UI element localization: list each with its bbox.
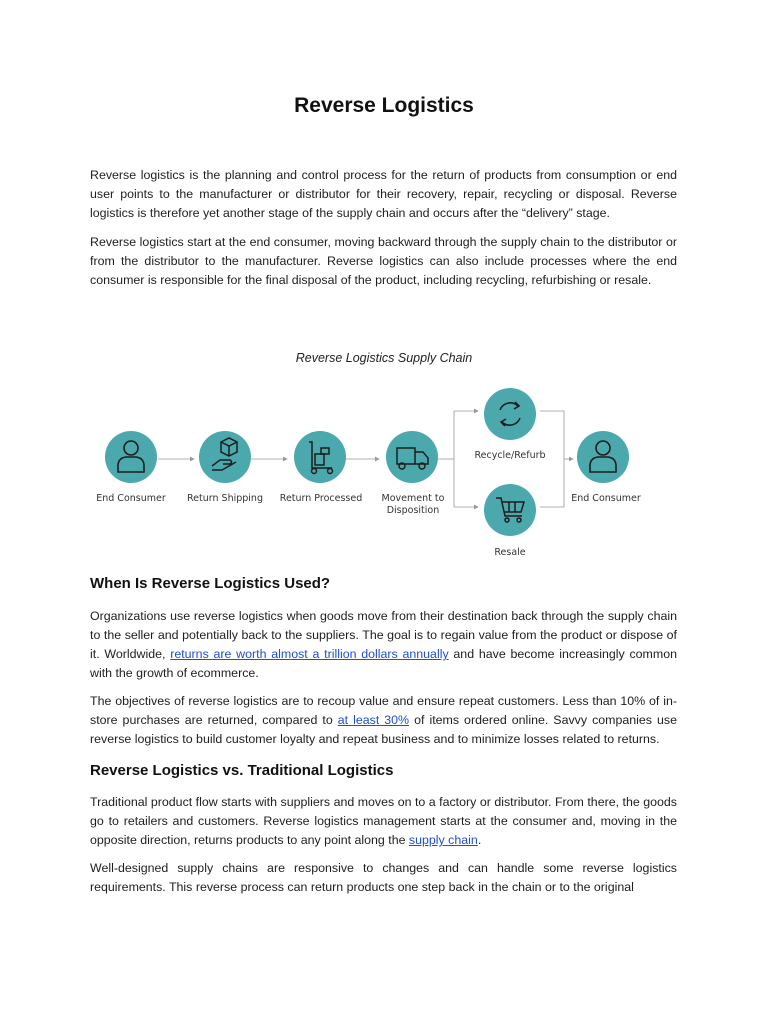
section-heading-vs-traditional: Reverse Logistics vs. Traditional Logistics bbox=[90, 762, 394, 779]
page-title: Reverse Logistics bbox=[294, 94, 474, 117]
reverse-logistics-diagram bbox=[90, 380, 660, 565]
node-label-recycle-refurb: Recycle/Refurb bbox=[474, 450, 546, 461]
text-span: Organizations use reverse logistics when goods move from their destination back through the supply chain to the seller and potentially back to the suppliers. The goal is to regain value from the product or dispose of it. Worldwide, bbox=[90, 609, 677, 661]
node-movement-to-disposition bbox=[386, 431, 438, 483]
text-span: . bbox=[477, 833, 482, 847]
node-end-consumer-final bbox=[577, 431, 629, 483]
text-span: The objectives of reverse logistics are to recoup value and ensure repeat customers. Less than 10% of in-store purchases are returned, compared to bbox=[90, 694, 677, 727]
node-recycle-refurb bbox=[484, 388, 536, 440]
node-end-consumer bbox=[105, 431, 157, 483]
section1-paragraph-1 bbox=[90, 607, 677, 683]
link-returns-trillion[interactable]: returns are worth almost a trillion dollars annually bbox=[170, 647, 449, 661]
node-label-movement: Movement to bbox=[381, 493, 445, 504]
intro-paragraph-2: Reverse logistics start at the end consumer, moving backward through the supply chain to the distributor or from the distributor to the manufacturer. Reverse logistics can also include processes where the end consumer is responsible for the final disposal of the product, including recycling, refurbishing or resale. bbox=[90, 235, 677, 287]
text-span: of items ordered online. Savvy companies use reverse logistics to build customer loyalty and repeat business and to minimize losses related to returns. bbox=[90, 713, 677, 746]
diagram-caption: Reverse Logistics Supply Chain bbox=[295, 351, 473, 365]
section2-paragraph-2: Well-designed supply chains are responsive to changes and can handle some reverse logistics requirements. This reverse process can return products one step back in the chain or to the original bbox=[90, 861, 677, 894]
text-span: Traditional product flow starts with suppliers and moves on to a factory or distributor. From there, the goods go to retailers and customers. Reverse logistics management starts at the consumer and, moving in the opposite direction, returns products to any point along the bbox=[90, 795, 677, 847]
section1-paragraph-2 bbox=[90, 692, 677, 749]
node-label-return-shipping: Return Shipping bbox=[187, 493, 263, 504]
text-span: and have become increasingly common with the growth of ecommerce. bbox=[90, 647, 677, 680]
node-return-processed bbox=[294, 431, 346, 483]
node-label-end-consumer-final: End Consumer bbox=[571, 493, 641, 504]
node-return-shipping bbox=[199, 431, 251, 483]
intro-paragraph-1: Reverse logistics is the planning and control process for the return of products from consumption or end user points to the manufacturer or distributor for their recovery, repair, recycling or disposal. Reverse logistics is therefore yet another stage of the supply chain and occurs after the “delivery” stage. bbox=[90, 168, 677, 220]
link-supply-chain[interactable]: supply chain bbox=[408, 833, 478, 847]
node-label-disposition: Disposition bbox=[386, 505, 440, 516]
link-at-least-30[interactable]: at least 30% bbox=[337, 713, 410, 727]
node-label-return-processed: Return Processed bbox=[279, 493, 363, 504]
node-resale bbox=[484, 484, 536, 536]
node-label-end-consumer: End Consumer bbox=[96, 493, 166, 504]
section-heading-when-used: When Is Reverse Logistics Used? bbox=[90, 575, 331, 592]
node-label-resale: Resale bbox=[494, 547, 526, 558]
section2-paragraph-1 bbox=[90, 793, 677, 850]
